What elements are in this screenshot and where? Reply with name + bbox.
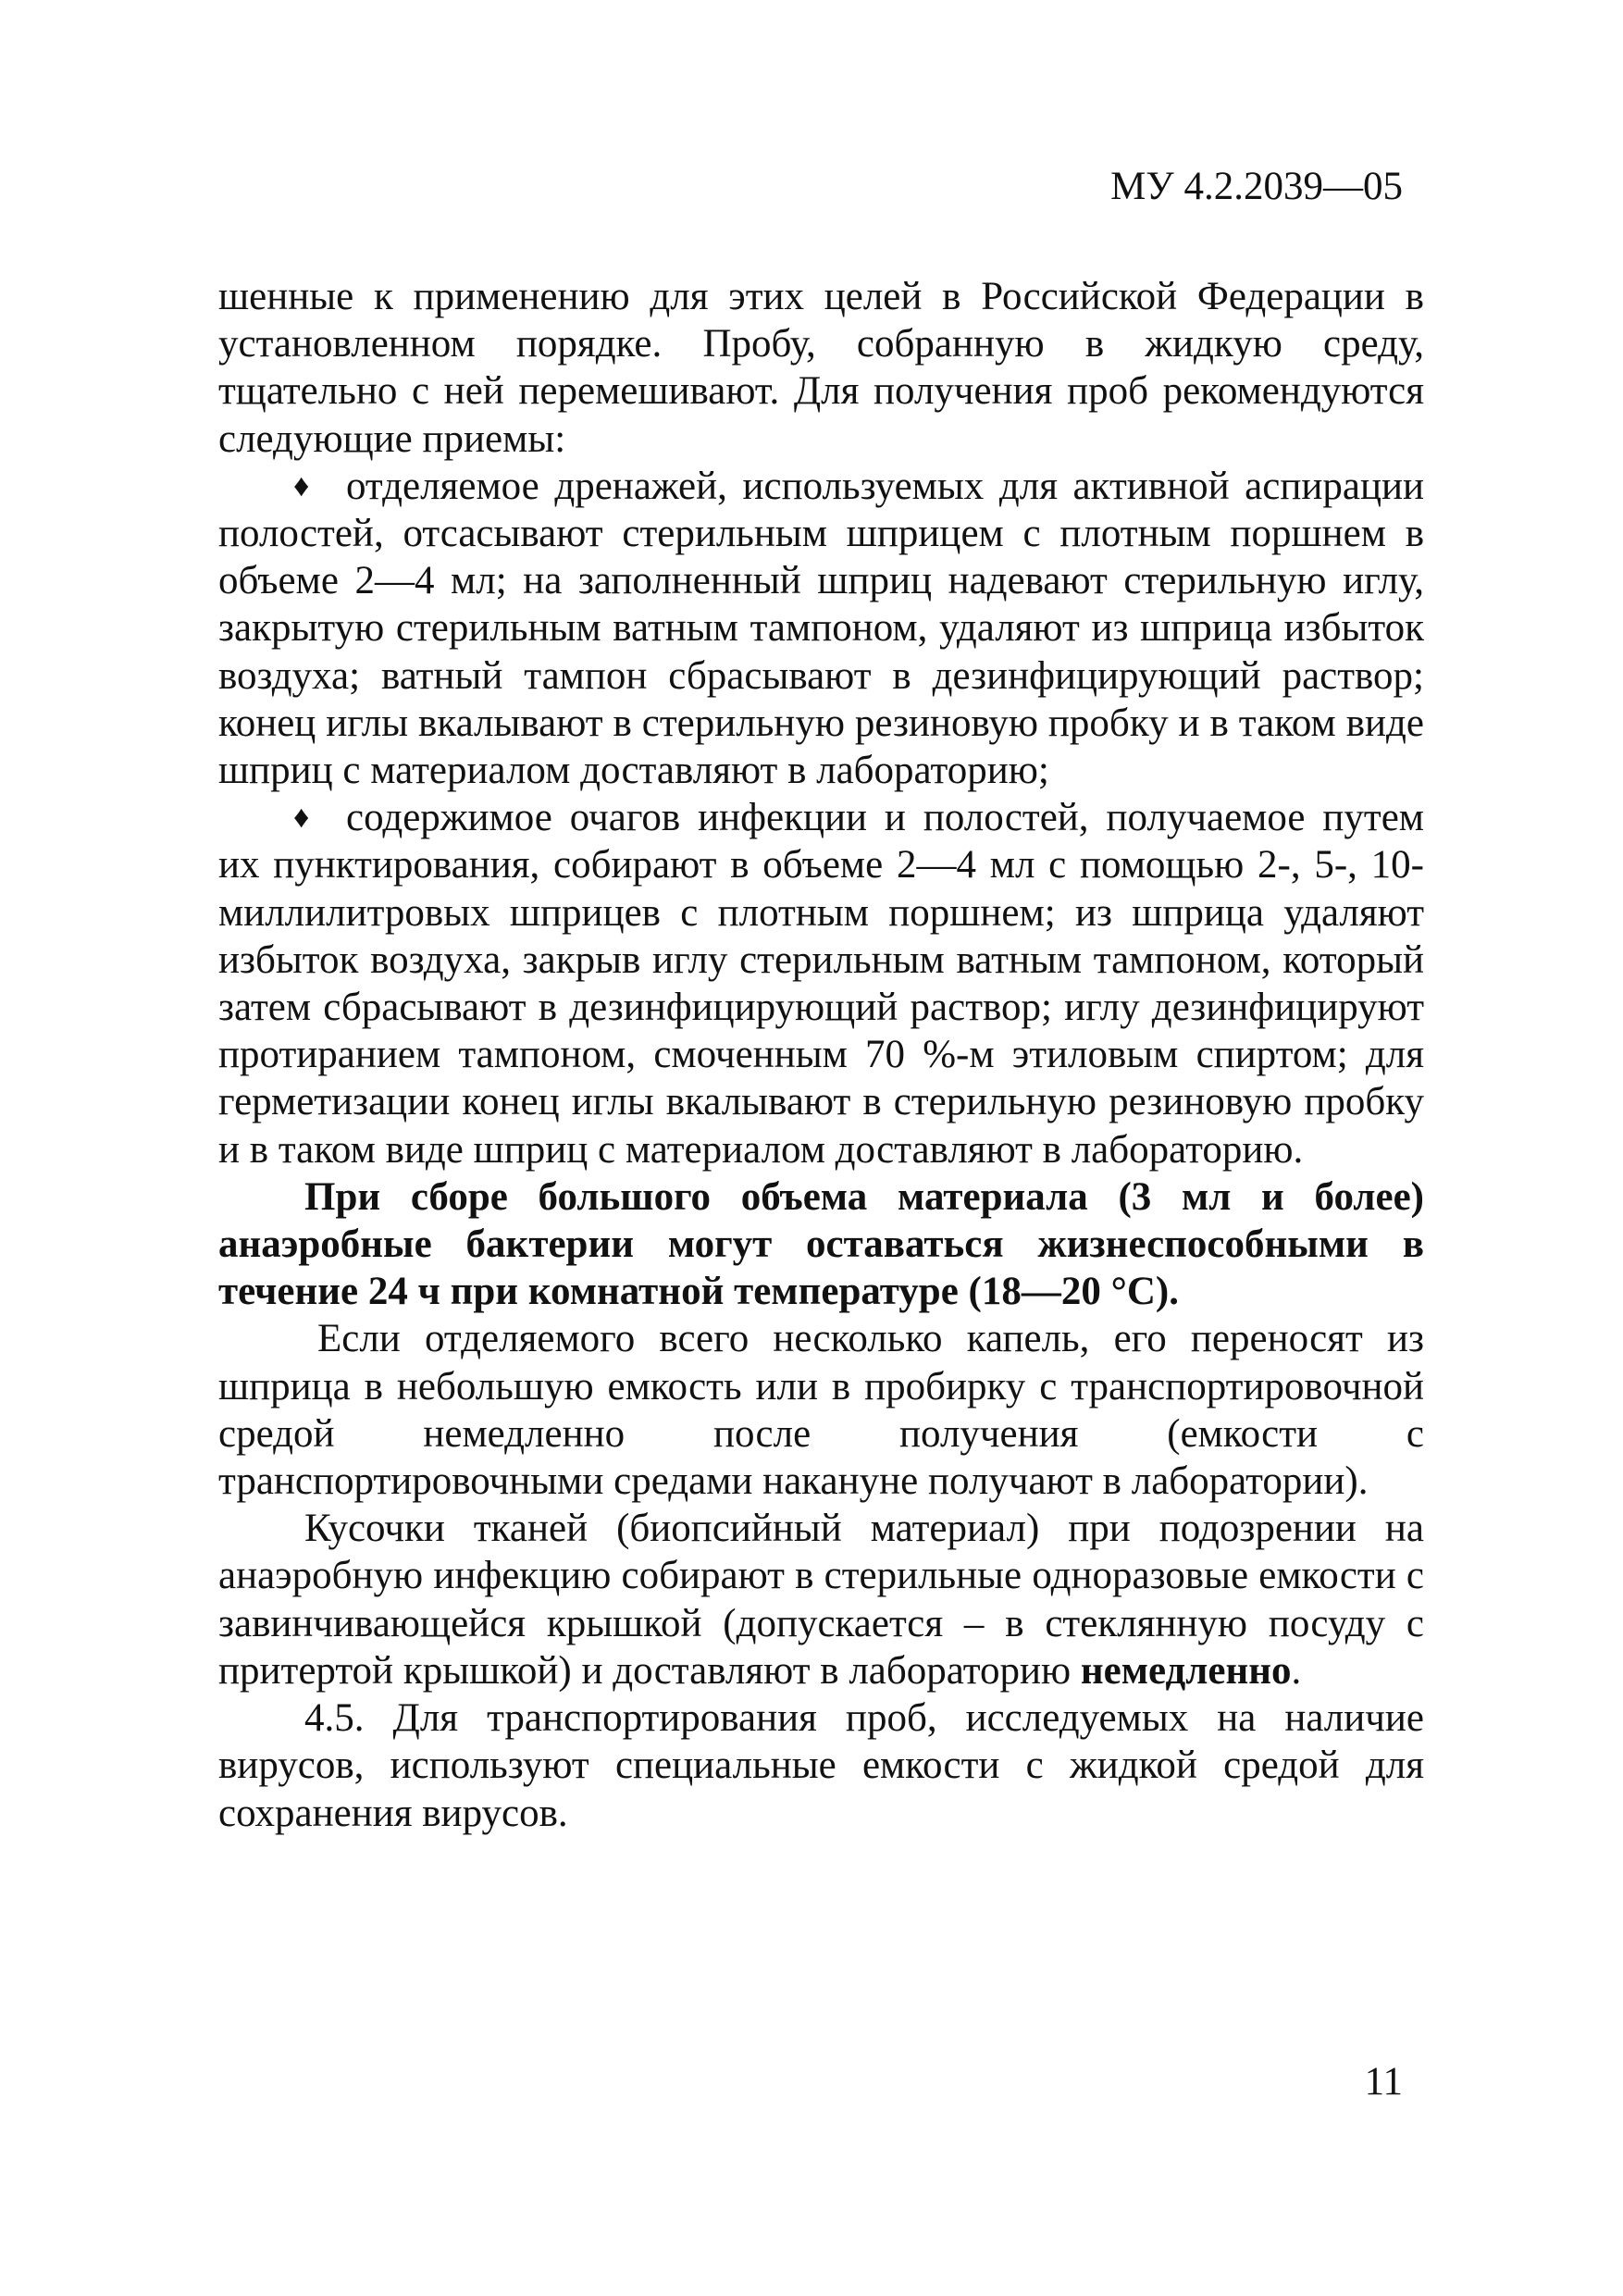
paragraph-continuation: шенные к применению для этих целей в Российской Федерации в установленном порядке. Пробу, собранную в жидкую среду, тщательно с ней перемешивают. Для получения проб рекомендуются следующие приемы: <box>218 275 1424 461</box>
paragraph-tissue-end: . <box>1291 1648 1302 1693</box>
bullet-text: отделяемое дренажей, используемых для активной аспирации полостей, отсасывают стерильным шприцем с плотным поршнем в объеме 2—4 мл; на заполненный шприц надевают стерильную иглу, закрытую стерильным ватным тампоном, удаляют из шприца избыток воздуха; ватный тампон сбрасывают в дезинфицирующий раствор; конец иглы вкалывают в стерильную резиновую пробку и в таком виде шприц с материалом доставляют в лабораторию; <box>218 464 1424 793</box>
diamond-bullet-icon: ♦ <box>293 468 310 503</box>
paragraph-tissue <box>218 1505 1424 1694</box>
document-code: МУ 4.2.2039—05 <box>1110 165 1403 208</box>
page-number: 11 <box>1364 2060 1403 2104</box>
diamond-bullet-icon: ♦ <box>293 800 310 836</box>
page-body <box>218 273 1424 1837</box>
paragraph-drops: Если отделяемого всего несколько капель, его переносят из шприца в небольшую емкость или в пробирку с транспортировочной средой немедленно после получения (емкости с транспортировочными средами накануне получают в лаборатории). <box>218 1317 1424 1504</box>
bold-note: При сборе большого объема материала (3 мл и более) анаэробные бактерии могут оставаться жизнеспособными в течение 24 ч при комнатной температуре (18—20 °С). <box>218 1174 1424 1314</box>
bullet-text: содержимое очагов инфекции и полостей, получаемое путем их пунктирования, собирают в объеме 2—4 мл с помощью 2-, 5-, 10-миллилитровых шприцев с плотным поршнем; из шприца удаляют избыток воздуха, закрыв иглу стерильным ватным тампоном, который затем сбрасывают в дезинфицирующий раствор; иглу дезинфицируют протиранием тампоном, смоченным 70 %-м этиловым спиртом; для герметизации конец иглы вкалывают в стерильную резиновую пробку и в таком виде шприц с материалом доставляют в лабораторию. <box>218 796 1424 1172</box>
bullet-item-puncture <box>218 794 1424 1173</box>
paragraph-tissue-text: Кусочки тканей (биопсийный материал) при подозрении на анаэробную инфекцию собирают в стерильные одноразовые емкости с завинчивающейся крышкой (допускается – в стеклянную посуду с притертой крышкой) и доставляют в лабораторию <box>218 1507 1424 1693</box>
emphasis-immediately: немедленно <box>1080 1648 1292 1693</box>
bullet-item-drainage <box>218 463 1424 794</box>
paragraph-4-5: 4.5. Для транспортирования проб, исследуемых на наличие вирусов, используют специальные емкости с жидкой средой для сохранения вирусов. <box>218 1696 1424 1835</box>
